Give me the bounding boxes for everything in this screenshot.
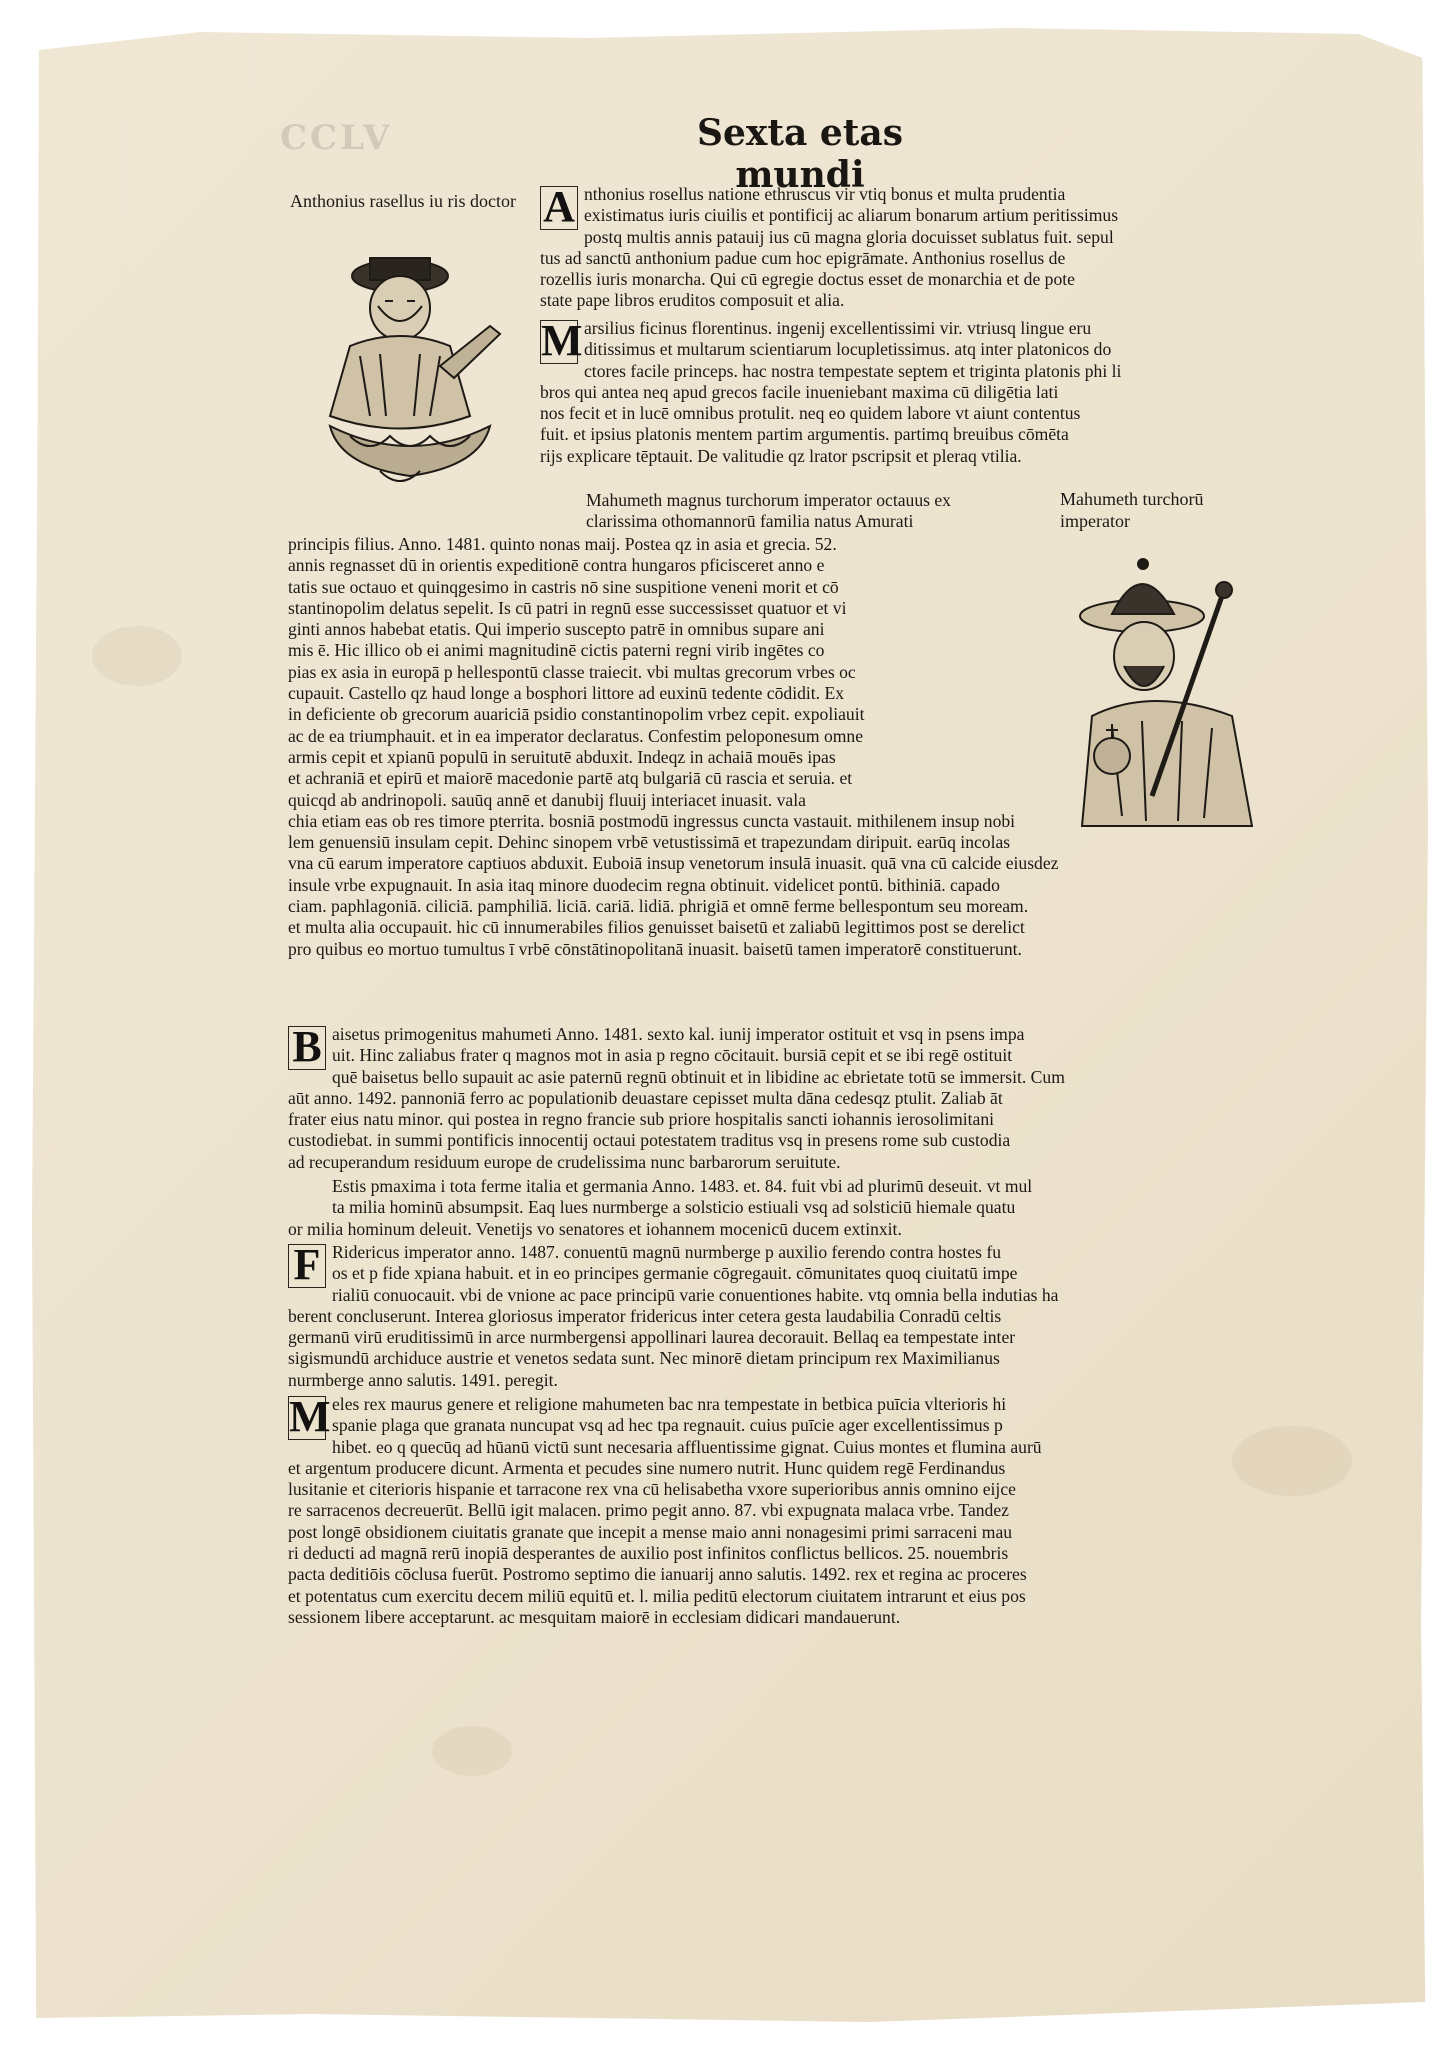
text-line: lusitanie et citerioris hispanie et tarracone rex vna cū helisabetha vxore superioribus annis omnino eijce: [288, 1479, 1016, 1500]
text-line: os et p fide xpiana habuit. et in eo principes germanie cōgregauit. cōmunitates quoq ciuitatū impe: [332, 1263, 1018, 1284]
text-line: quē baisetus bello supauit ac asie paternū regnū obtinuit et in libidine ac ebrietate totū se immersit. Cum: [332, 1066, 1065, 1087]
text-line: Estis pmaxima i tota ferme italia et germania Anno. 1483. et. 84. fuit vbi ad plurimū deseuit. vt mul: [332, 1176, 1033, 1196]
text-line: chia etiam eas ob res timore pterrita. bosniā postmodū ingressus cuncta vastauit. mithilenem insup nobi: [288, 810, 1016, 831]
text-line: ta milia hominū absumpsit. Eaq lues nurmberge a solsticio estiuali vsq ad solsticiū hiemale quatu: [332, 1197, 1016, 1218]
paragraph-pestis: [288, 1176, 1266, 1240]
text-line: germanū virū eruditissimū in arce nurmbergensi appollinari laurea decorauit. Bellaq ea tempestate inter: [288, 1327, 1016, 1348]
text-line: vna cū earum imperatore captiuos abduxit. Euboiā insup venetorum insulā inuasit. quā vna cū calcide eiusdez: [288, 853, 1059, 874]
text-line: mis ē. Hic illico ob ei animi magnitudinē cictis paterni regni virib ingētes co: [288, 640, 825, 661]
text-line: eles rex maurus genere et religione mahumeten bac nra tempestate in betbica puīcia vlterioris hi: [332, 1394, 1007, 1414]
text-line: ciam. paphlagoniā. ciliciā. pamphiliā. liciā. cariā. lidiā. phrigiā et omnē ferme bellespontum seu moream.: [288, 896, 1029, 917]
text-line: ac de ea triumphauit. et in ea imperator declaratus. Confestim peloponesum omne: [288, 725, 864, 746]
text-line: cupauit. Castello qz haud longe a bosphori littore ad euxinū tedente cōdidit. Ex: [288, 683, 845, 704]
text-line: rialiū conuocauit. vbi de vnione ac pace principū varie conuentiones habite. vtq omnia bella indutias ha: [332, 1284, 1059, 1305]
text-line: et argentum producere dicunt. Armenta et pecudes sine numero nutrit. Hunc quidem regē Ferdinandus: [288, 1457, 1006, 1478]
text-line: re sarracenos decreuerūt. Bellū igit malacen. primo pegit anno. 87. vbi expugnata malaca vrbe. Tandez: [288, 1500, 1009, 1521]
text-line: et achraniā et epirū et maiorē macedonie partē atq bulgariā cū rascia et seruia. et: [288, 768, 853, 789]
text-line: quicqd ab andrinopoli. sauūq annē et danubij fluuij interiacet inuasit. vala: [288, 789, 806, 810]
side-label-mahumet: Mahumeth turchorū imperator: [1060, 489, 1204, 531]
paragraph-fridericus: [288, 1242, 1266, 1391]
text-line: ditissimus et multarum scientiarum locupletissimus. atq inter platonicos do: [584, 339, 1112, 360]
text-line: arsilius ficinus florentinus. ingenij excellentissimi vir. vtriusq lingue eru: [584, 318, 1092, 338]
text-line: armis cepit et xpianū populū in seruitutē abduxit. Indeqz in achaiā mouēs ipas: [288, 746, 836, 767]
text-line: clarissima othomannorū familia natus Amurati: [586, 511, 914, 532]
text-line: rijs explicare tēptauit. De valitudie qz lrator pscripsit et pleraq vtilia.: [540, 445, 1022, 466]
text-line: Ridericus imperator anno. 1487. conuentū magnū nurmberge p auxilio ferendo contra hostes fu: [332, 1242, 1002, 1262]
text-line: rozellis iuris monarcha. Qui cū egregie doctus esset de monarchia et de pote: [540, 269, 1075, 290]
running-title: Sexta etas mundi: [697, 112, 903, 196]
text-line: nos fecit et in lucē omnibus protulit. neq eo quidem labore vt aiunt contentus: [540, 403, 1081, 424]
text-line: ad recuperandum residuum europe de crudelissima nunc barbarorum seruitute.: [288, 1151, 841, 1172]
text-line: or milia hominum deleuit. Venetijs vo senatores et iohannem mocenicū ducem extinxit.: [288, 1218, 902, 1239]
text-line: ginti annos habebat etatis. Qui imperio suscepto patrē in omnibus supare ani: [288, 619, 825, 640]
paragraph-mahumet: [288, 534, 1266, 960]
text-line: spanie plaga que granata nuncupat vsq ad hec tpa regnauit. cuius puīcie ager excellentissimus p: [332, 1415, 1003, 1436]
initial-letter: B: [288, 1026, 326, 1070]
text-line: pacta deditiōis cōclusa fuerūt. Postromo septimo die ianuarij anno salutis. 1492. rex et regina ac proceres: [288, 1564, 1027, 1585]
text-line: nthonius rosellus natione ethruscus vir vtiq bonus et multa prudentia: [584, 184, 1066, 204]
text-line: hibet. eo q quecūq ad hūanū victū sunt necesaria affluentissime gignat. Cuius montes et flumina aurū: [332, 1436, 1042, 1457]
text-line: sigismundū archiduce austrie et venetos sedata sunt. Nec minorē dietam principum rex Maximilianus: [288, 1348, 1000, 1369]
text-line: tatis sue octauo et quinqgesimo in castris nō sine suspitione veneni morit et cō: [288, 576, 839, 597]
text-line: post longē obsidionem ciuitatis granate que incepit a mense maio anni nonagesimi primi sarraceni mau: [288, 1521, 1013, 1542]
text-line: lem genuensiū insulam cepit. Dehinc sinopem vrbē vetustissimā et trapezundam diripuit. earūq incolas: [288, 832, 1011, 853]
text-line: fuit. et ipsius platonis mentem partim argumentis. partimq breuibus cōmēta: [540, 424, 1069, 445]
folio-number-ghost: CCLV: [280, 118, 393, 158]
text-line: bros qui antea neq apud grecos facile inueniebant maxima cū diligētia lati: [540, 381, 1059, 402]
text-line: insule vrbe expugnauit. In asia itaq minore duodecim regna obtinuit. videlicet pontū. bithiniā. capado: [288, 874, 1000, 895]
text-line: pias ex asia in europā p hellespontū classe traiecit. vbi multas grecorum vrbes oc: [288, 661, 856, 682]
text-line: tus ad sanctū anthonium padue cum hoc epigrāmate. Anthonius rosellus de: [540, 247, 1066, 268]
text-line: et multa alia occupauit. hic cū innumerabiles filios genuisset baisetū et zaliabū legittimos post se derelict: [288, 917, 1025, 938]
text-line: custodiebat. in summi pontificis innocentij octaui potestatem traditus vsq in presens rome sub custodia: [288, 1130, 1011, 1151]
initial-letter: F: [288, 1244, 326, 1288]
text-line: ctores facile princeps. hac nostra tempestate septem et triginta platonis phi li: [584, 360, 1122, 381]
text-line: state pape libros eruditos composuit et alia.: [540, 290, 845, 311]
text-line: pro quibus eo mortuo tumultus ī vrbē cōnstātinopolitanā inuasit. baisetū tamen imperatorē constituerunt.: [288, 938, 1022, 959]
text-line: aūt anno. 1492. pannoniā ferro ac populationib deuastare cepisset multa dāna cedesqz ptulit. Zaliab āt: [288, 1087, 1003, 1108]
text-line: ri deducti ad magnā rerū inopiā desperantes de auxilio post infinitos conflictus bellicos. 25. nouembris: [288, 1543, 1009, 1564]
text-line: principis filius. Anno. 1481. quinto nonas maij. Postea qz in asia et grecia. 52.: [288, 534, 837, 554]
paragraph-marsilius: [540, 318, 1266, 467]
text-line: nurmberge anno salutis. 1491. peregit.: [288, 1369, 558, 1390]
paragraph-baisetus: [288, 1024, 1266, 1173]
text-line: frater eius natu minor. qui postea in regno francie sub priore hospitalis sancti iohannis ierosolimitani: [288, 1109, 995, 1130]
text-line: berent concluserunt. Interea gloriosus imperator fridericus inter cetera gesta laudabilia Conradū celtis: [288, 1305, 1002, 1326]
paragraph-anthonius: [540, 184, 1266, 312]
initial-letter: M: [289, 1392, 331, 1441]
woodcut-scholar: [290, 236, 530, 496]
paragraph-meles: [288, 1394, 1266, 1628]
text-line: aisetus primogenitus mahumeti Anno. 1481. sexto kal. iunij imperator ostituit et vsq in psens impa: [332, 1024, 1025, 1044]
initial-letter: M: [541, 316, 583, 365]
text-line: annis regnasset dū in orientis expeditionē contra hungaros pficisceret anno e: [288, 555, 825, 576]
text-line: sessionem libere acceptarunt. ac mesquitam maiorē in ecclesiam didicari mandauerunt.: [288, 1606, 901, 1627]
paragraph-mahumet-intro: [586, 490, 1046, 533]
text-line: uit. Hinc zaliabus frater q magnos mot in asia p regno cōcitauit. bursiā cepit et se ibi regē ostituit: [332, 1045, 1013, 1066]
initial-letter: A: [540, 186, 578, 230]
text-line: stantinopolim delatus sepelit. Is cū patri in regnū esse successisset quatuor et vi: [288, 597, 847, 618]
text-line: postq multis annis patauij ius cū magna gloria docuisset sublatus fuit. sepul: [584, 226, 1114, 247]
text-line: existimatus iuris ciuilis et pontificij ac aliarum bonarum artium peritissimus: [584, 205, 1119, 226]
text-line: Mahumeth magnus turchorum imperator octauus ex: [586, 490, 951, 510]
text-line: et potentatus cum exercitu decem miliū equitū et. l. milia peditū electorum ciuitatem intrarunt et eius pos: [288, 1585, 1026, 1606]
side-label-anthonius: Anthonius rasellus iu ris doctor: [290, 191, 516, 211]
text-line: in deficiente ob grecorum auariciā psidio constantinopolim vrbez cepit. expoliauit: [288, 704, 865, 725]
